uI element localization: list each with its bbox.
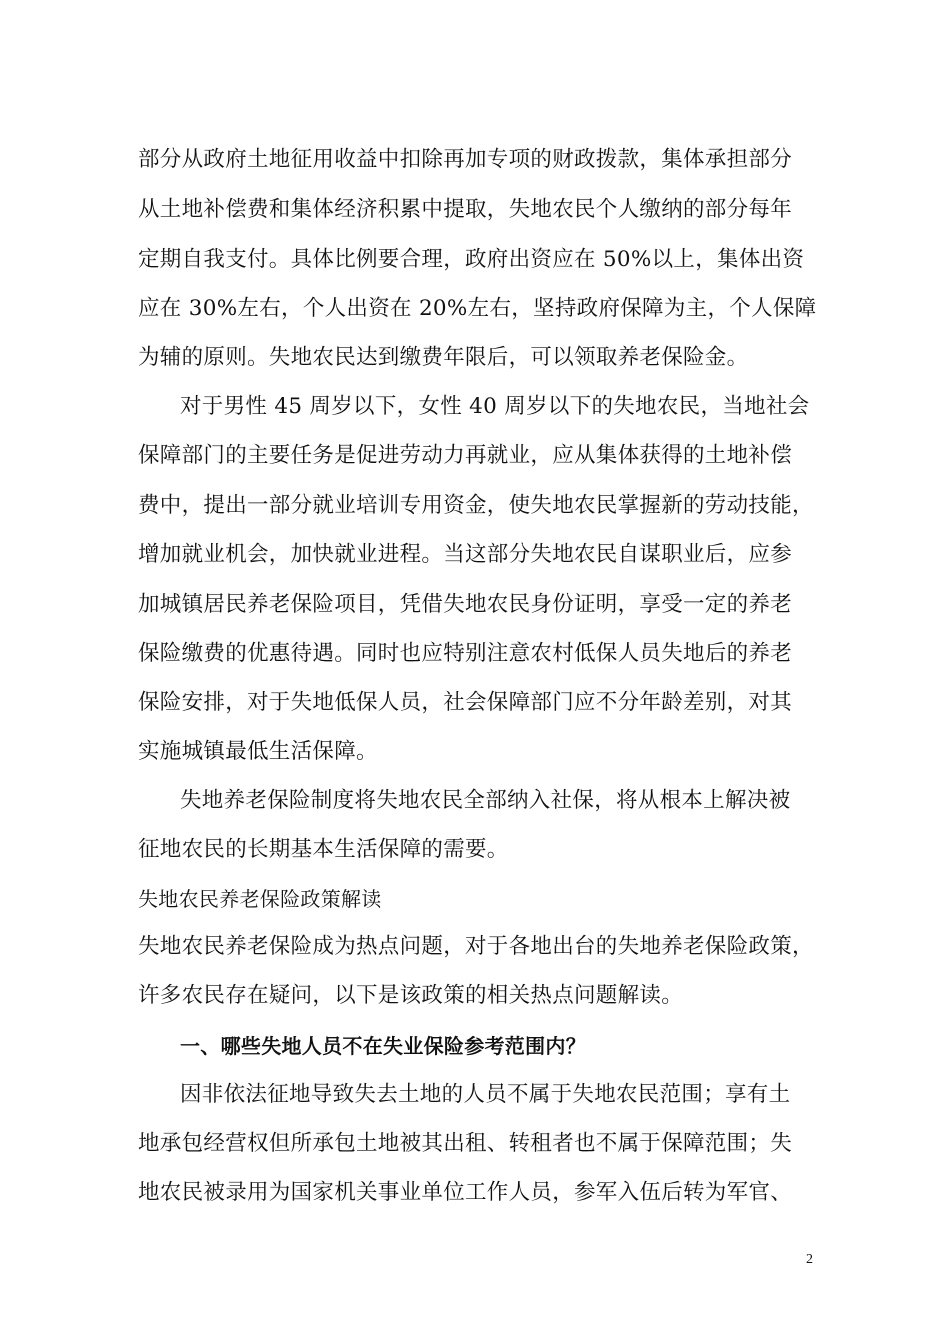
- section-title: 失地农民养老保险政策解读: [138, 887, 382, 911]
- paragraph-5-line-1: 因非依法征地导致失去土地的人员不属于失地农民范围；享有土: [180, 1082, 791, 1107]
- paragraph-5-line-3: 地农民被录用为国家机关事业单位工作人员，参军入伍后转为军官、: [138, 1180, 793, 1205]
- paragraph-4-line-2: 许多农民存在疑问，以下是该政策的相关热点问题解读。: [138, 983, 684, 1008]
- page-number: 2: [806, 1252, 813, 1267]
- paragraph-3-line-2: 征地农民的长期基本生活保障的需要。: [138, 837, 509, 862]
- paragraph-5-line-2: 地承包经营权但所承包土地被其出租、转租者也不属于保障范围；失: [138, 1131, 793, 1156]
- paragraph-1-line-4: 应在 30%左右，个人出资在 20%左右，坚持政府保障为主，个人保障: [138, 296, 817, 321]
- paragraph-2-line-3: 费中，提出一部分就业培训专用资金，使失地农民掌握新的劳动技能，: [138, 493, 814, 518]
- paragraph-1-line-3: 定期自我支付。具体比例要合理，政府出资应在 50%以上，集体出资: [138, 247, 805, 272]
- paragraph-2-line-2: 保障部门的主要任务是促进劳动力再就业，应从集体获得的土地补偿: [138, 443, 793, 468]
- paragraph-1-line-1: 部分从政府土地征用收益中扣除再加专项的财政拨款，集体承担部分: [138, 147, 793, 172]
- paragraph-2-line-6: 保险缴费的优惠待遇。同时也应特别注意农村低保人员失地后的养老: [138, 641, 793, 666]
- paragraph-3-line-1: 失地养老保险制度将失地农民全部纳入社保，将从根本上解决被: [180, 788, 791, 813]
- paragraph-2-line-8: 实施城镇最低生活保障。: [138, 739, 378, 764]
- paragraph-2-line-4: 增加就业机会，加快就业进程。当这部分失地农民自谋职业后，应参: [138, 542, 793, 567]
- paragraph-1-line-5: 为辅的原则。失地农民达到缴费年限后，可以领取养老保险金。: [138, 345, 749, 370]
- question-heading: 一、哪些失地人员不在失业保险参考范围内？: [180, 1034, 586, 1058]
- paragraph-2-line-7: 保险安排，对于失地低保人员，社会保障部门应不分年龄差别，对其: [138, 690, 793, 715]
- paragraph-4-line-1: 失地农民养老保险成为热点问题，对于各地出台的失地养老保险政策，: [138, 934, 814, 959]
- paragraph-2-line-1: 对于男性 45 周岁以下，女性 40 周岁以下的失地农民，当地社会: [180, 394, 810, 419]
- paragraph-2-line-5: 加城镇居民养老保险项目，凭借失地农民身份证明，享受一定的养老: [138, 592, 793, 617]
- paragraph-1-line-2: 从土地补偿费和集体经济积累中提取，失地农民个人缴纳的部分每年: [138, 197, 793, 222]
